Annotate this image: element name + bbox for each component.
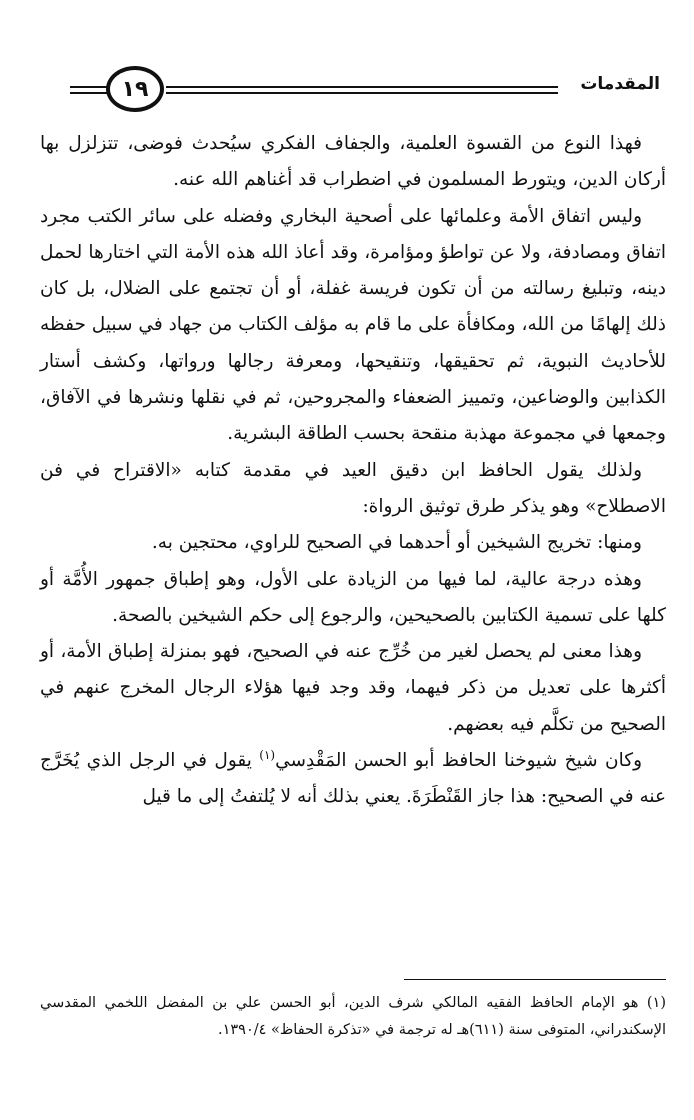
main-text — [40, 126, 666, 816]
header-rule — [166, 92, 558, 94]
running-title: المقدمات — [580, 74, 660, 94]
page-number: ١٩ — [106, 66, 164, 112]
paragraph: وهذا معنى لم يحصل لغير من خُرِّج عنه في الصحيح، فهو بمنزلة إطباق الأمة، أو أكثرها على تعديل من ذكر فيهما، وقد وجد فيها هؤلاء الرجال المخرج عنهم في الصحيح من تكلَّم فيه بعضهم. — [40, 641, 666, 735]
paragraph-text: يقول في الرجل الذي يُخَرَّج عنه في الصحيح: هذا جاز القَنْطَرَةَ. يعني بذلك أنه لا يُلتفتُ إلى ما قيل — [40, 750, 666, 808]
footnote-marker[interactable]: (١) — [259, 747, 276, 762]
paragraph — [40, 743, 666, 816]
paragraph: ولذلك يقول الحافظ ابن دقيق العيد في مقدمة كتابه «الاقتراح في فن الاصطلاح» وهو يذكر طرق توثيق الرواة: — [40, 459, 666, 517]
paragraph: وليس اتفاق الأمة وعلمائها على أصحية البخاري وفضله على سائر الكتب مجرد اتفاق ومصادفة، ولا عن تواطؤ ومؤامرة، وقد أعاذ الله هذه الأمة التي اختارها لحمل دينه، وتبليغ رسالته من أن تكون فريسة غفلة، أو أن تجتمع على الضلال، بل كان ذلك إلهامًا من الله، ومكافأة على ما قام به مؤلف الكتاب من جهاد في سبيل حفظه للأحاديث النبوية، ثم تحقيقها، وتنقيحها، ومعرفة رجالها ورواتها، وكشف أستار الكذابين والوضاعين، وتمييز الضعفاء والمجروحين، ثم في نقلها ونشرها في الآفاق، وجمعها في مجموعة مهذبة منقحة بحسب الطاقة البشرية. — [40, 205, 666, 445]
header-rule — [70, 92, 108, 94]
paragraph-text: وكان شيخ شيوخنا الحافظ أبو الحسن المَقْدِسي — [275, 750, 642, 772]
paragraph: ومنها: تخريج الشيخين أو أحدهما في الصحيح للراوي، محتجين به. — [151, 532, 642, 554]
header-rule — [70, 86, 108, 88]
paragraph: وهذه درجة عالية، لما فيها من الزيادة على الأول، وهو إطباق جمهور الأُمَّة أو كلها على تسمية الكتابين بالصحيحين، والرجوع إلى حكم الشيخين بالصحة. — [40, 568, 666, 626]
page-header — [70, 68, 670, 120]
paragraph: فهذا النوع من القسوة العلمية، والجفاف الفكري سيُحدث فوضى، تتزلزل بها أركان الدين، ويتورط المسلمون في اضطراب قد أغناهم الله عنه. — [40, 133, 666, 191]
footnotes — [40, 990, 666, 1044]
header-rule — [166, 86, 558, 88]
footnote-separator — [404, 979, 666, 980]
footnote: (١) هو الإمام الحافظ الفقيه المالكي شرف الدين، أبو الحسن علي بن المفضل اللخمي المقدسي الإسكندراني، المتوفى سنة (٦١١)هـ له ترجمة في «تذكرة الحفاظ» ١٣٩٠/٤. — [40, 995, 666, 1038]
